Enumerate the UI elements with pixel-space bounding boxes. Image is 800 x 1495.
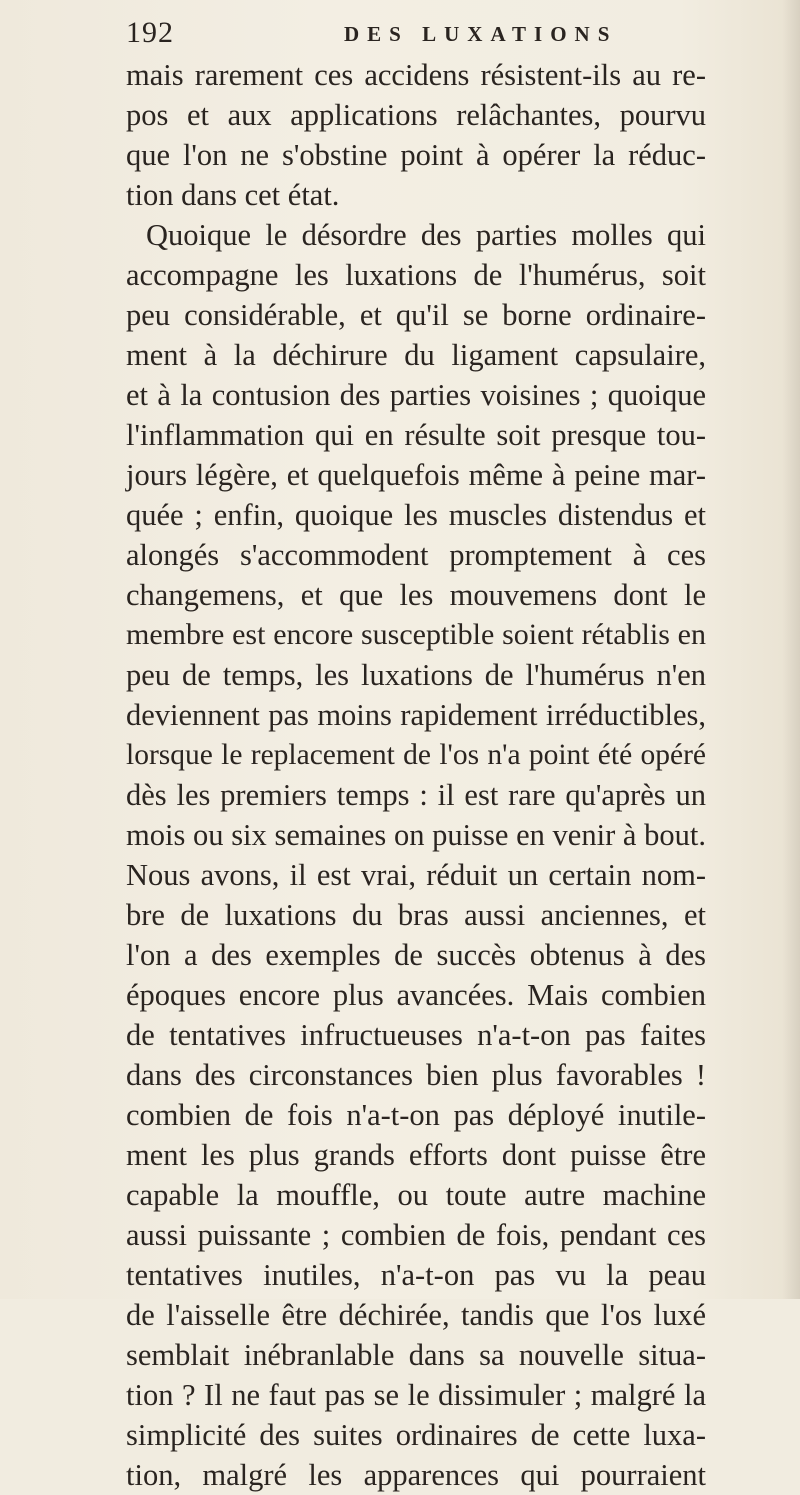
text-line: simplicité des suites ordinaires de cette luxa-: [126, 1418, 706, 1452]
text-line: alongés s'accommodent promptement à ces: [126, 538, 706, 572]
text-line: aussi puissante ; combien de fois, pendant ces: [126, 1218, 706, 1252]
text-line: tion ? Il ne faut pas se le dissimuler ; malgré la: [126, 1378, 706, 1412]
text-line: dès les premiers temps : il est rare qu'après un: [126, 778, 706, 812]
text-line: de tentatives infructueuses n'a-t-on pas faites: [126, 1018, 706, 1052]
text-line: tion dans cet état.: [126, 178, 340, 212]
text-line: accompagne les luxations de l'humérus, soit: [126, 258, 706, 292]
text-line: capable la mouffle, ou toute autre machine: [126, 1178, 706, 1212]
text-line: ment les plus grands efforts dont puisse être: [126, 1138, 706, 1172]
text-line: et à la contusion des parties voisines ; quoique: [126, 378, 706, 412]
text-line: Quoique le désordre des parties molles qui: [146, 218, 706, 252]
text-line: mais rarement ces accidens résistent-ils au re-: [126, 58, 706, 92]
text-line: ment à la déchirure du ligament capsulaire,: [126, 338, 706, 372]
text-line: jours légère, et quelquefois même à peine mar-: [126, 458, 706, 492]
text-line: peu de temps, les luxations de l'humérus n'en: [126, 658, 706, 692]
page-number: 192: [126, 16, 174, 49]
text-line: changemens, et que les mouvemens dont le: [126, 578, 706, 612]
text-line: Nous avons, il est vrai, réduit un certain nom-: [126, 858, 706, 892]
running-head: [126, 16, 686, 56]
text-line: l'on a des exemples de succès obtenus à des: [126, 938, 706, 972]
page-edge-shadow: [782, 0, 800, 1299]
text-line: que l'on ne s'obstine point à opérer la réduc-: [126, 138, 706, 172]
running-head-title: DES LUXATIONS: [344, 22, 618, 46]
text-line: combien de fois n'a-t-on pas déployé inutile-: [126, 1098, 706, 1132]
text-line: mois ou six semaines on puisse en venir à bout.: [126, 818, 706, 852]
text-line: peu considérable, et qu'il se borne ordinaire-: [126, 298, 706, 332]
text-line: lorsque le replacement de l'os n'a point été opéré: [126, 739, 706, 771]
text-line: époques encore plus avancées. Mais combien: [126, 978, 706, 1012]
text-line: tion, malgré les apparences qui pourraient: [126, 1458, 706, 1492]
text-line: de l'aisselle être déchirée, tandis que l'os luxé: [126, 1298, 706, 1332]
body-text: [126, 55, 706, 1495]
text-line: quée ; enfin, quoique les muscles distendus et: [126, 498, 706, 532]
text-line: membre est encore susceptible soient rétablis en: [126, 618, 706, 651]
text-line: tentatives inutiles, n'a-t-on pas vu la peau: [126, 1258, 706, 1292]
text-line: l'inflammation qui en résulte soit presque tou-: [126, 418, 706, 452]
text-line: dans des circonstances bien plus favorables !: [126, 1058, 706, 1092]
text-line: semblait inébranlable dans sa nouvelle situa-: [126, 1338, 706, 1372]
text-line: pos et aux applications relâchantes, pourvu: [126, 98, 706, 132]
text-line: deviennent pas moins rapidement irréductibles,: [126, 698, 706, 732]
text-line: bre de luxations du bras aussi anciennes, et: [126, 898, 706, 932]
